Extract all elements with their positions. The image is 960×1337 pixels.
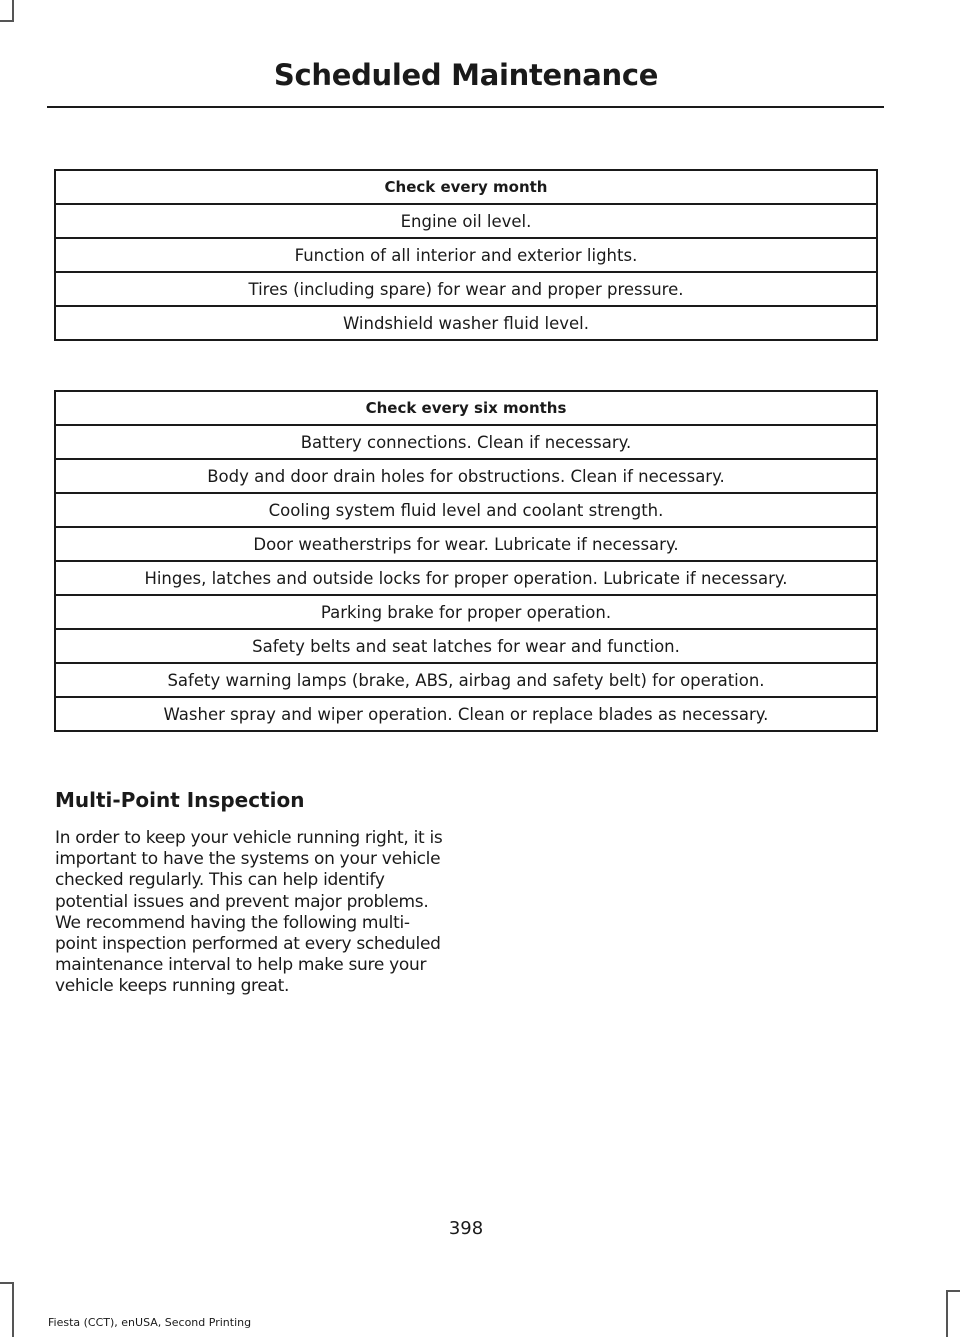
table-cell: Safety warning lamps (brake, ABS, airbag and safety belt) for operation. xyxy=(55,663,877,697)
table-row xyxy=(55,238,877,272)
table-heading: Check every six months xyxy=(55,391,877,425)
table-header-row xyxy=(55,391,877,425)
table-cell: Safety belts and seat latches for wear and function. xyxy=(55,629,877,663)
table-row xyxy=(55,493,877,527)
crop-mark-bottom-right-horizontal xyxy=(946,1290,960,1292)
crop-mark-bottom-left xyxy=(12,1282,14,1337)
table-cell: Hinges, latches and outside locks for proper operation. Lubricate if necessary. xyxy=(55,561,877,595)
table-cell: Parking brake for proper operation. xyxy=(55,595,877,629)
page-title: Scheduled Maintenance xyxy=(273,58,659,92)
table-row xyxy=(55,663,877,697)
crop-mark-bottom-right xyxy=(946,1290,948,1337)
table-cell: Washer spray and wiper operation. Clean or replace blades as necessary. xyxy=(55,697,877,731)
title-divider xyxy=(47,106,884,108)
table-row xyxy=(55,629,877,663)
table-cell: Windshield washer fluid level. xyxy=(55,306,877,340)
table-row xyxy=(55,272,877,306)
inspection-paragraph: In order to keep your vehicle running right, it is important to have the systems on your vehicle checked regularly. This can help identify potential issues and prevent major problems. We recommend having the following multi-point inspection performed at every scheduled maintenance interval to help make sure your vehicle keeps running great. xyxy=(55,828,443,997)
table-heading: Check every month xyxy=(55,170,877,204)
table-row xyxy=(55,595,877,629)
table-row xyxy=(55,425,877,459)
table-cell: Battery connections. Clean if necessary. xyxy=(55,425,877,459)
table-row xyxy=(55,697,877,731)
table-cell: Body and door drain holes for obstructions. Clean if necessary. xyxy=(55,459,877,493)
table-row xyxy=(55,204,877,238)
table-cell: Cooling system fluid level and coolant strength. xyxy=(55,493,877,527)
edition-footer: Fiesta (CCT), enUSA, Second Printing xyxy=(48,1316,252,1329)
table-header-row xyxy=(55,170,877,204)
crop-mark-top-left xyxy=(12,0,14,22)
table-cell: Door weatherstrips for wear. Lubricate if necessary. xyxy=(55,527,877,561)
section-heading-multi-point-inspection: Multi-Point Inspection xyxy=(55,788,305,812)
table-cell: Function of all interior and exterior lights. xyxy=(55,238,877,272)
table-row xyxy=(55,459,877,493)
six-month-checks-table xyxy=(54,390,878,732)
table-row xyxy=(55,306,877,340)
page-number: 398 xyxy=(448,1218,484,1239)
crop-mark-bottom-left-horizontal xyxy=(0,1282,14,1284)
table-cell: Tires (including spare) for wear and proper pressure. xyxy=(55,272,877,306)
table-cell: Engine oil level. xyxy=(55,204,877,238)
table-row xyxy=(55,561,877,595)
monthly-checks-table xyxy=(54,169,878,341)
crop-mark-top-left-horizontal xyxy=(0,20,14,22)
table-row xyxy=(55,527,877,561)
